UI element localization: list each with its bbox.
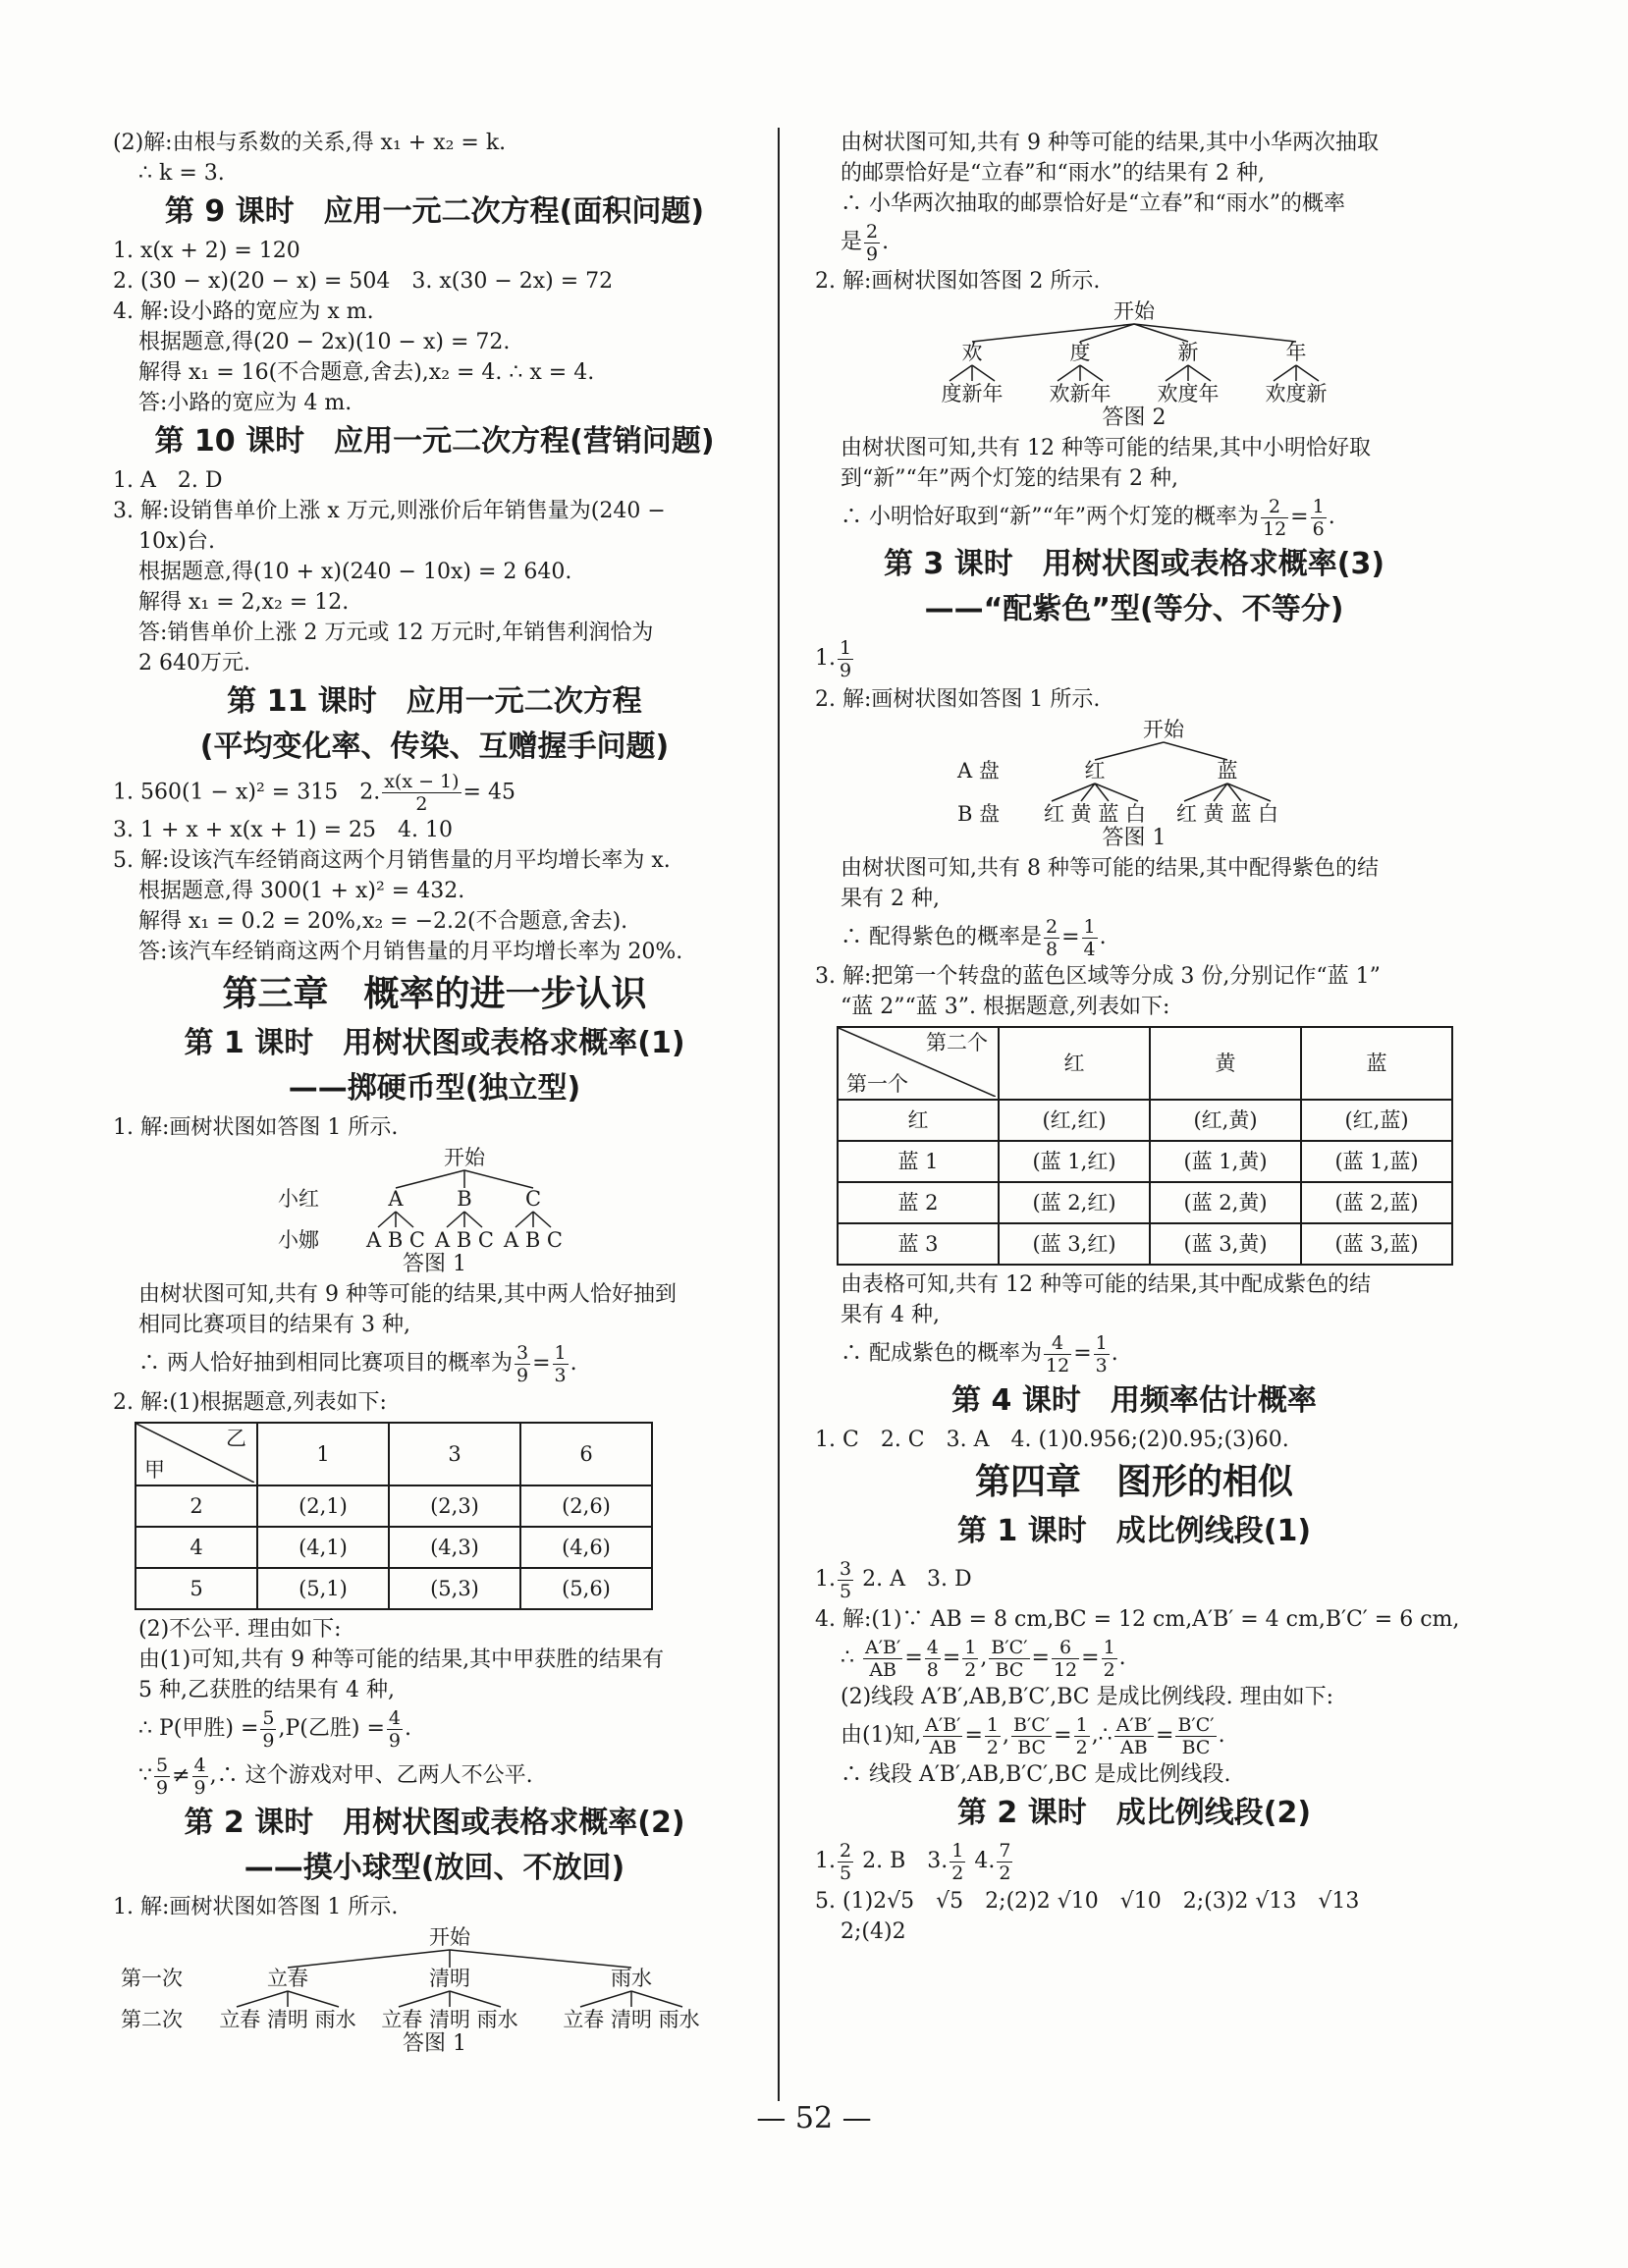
answer-text: 1. (815, 646, 836, 671)
lesson-subheading: ——摸小球型(放回、不放回) (244, 1851, 625, 1885)
answer-line: 由树状图可知,共有 9 种等可能的结果,其中小华两次抽取 (841, 131, 1379, 155)
table-cell: (4,3) (389, 1527, 520, 1568)
lesson-heading: 第 4 课时 用频率估计概率 (951, 1383, 1317, 1418)
fraction (1011, 1714, 1052, 1758)
numerator: 2 (840, 1839, 852, 1862)
answer-text: 4. (974, 1849, 996, 1873)
answer-text: ∴ (841, 1646, 854, 1670)
numerator: A′B′ (925, 1713, 961, 1736)
tree-level-label: 第一次 (120, 1967, 183, 1990)
column-header: 蓝 (1301, 1027, 1452, 1100)
tree-root: 开始 (443, 1146, 485, 1169)
tree-node: 新 (1177, 341, 1199, 364)
numerator: 1 (964, 1636, 977, 1658)
lesson-heading: 第 1 课时 成比例线段(1) (956, 1514, 1312, 1548)
answer-text: = 45 (462, 780, 516, 805)
table-row (136, 1527, 652, 1568)
table-row (838, 1223, 1452, 1265)
denominator: 6 (1312, 517, 1325, 540)
answer-line: 2. (30 − x)(20 − x) = 504 3. x(30 − 2x) = 72 (113, 269, 614, 294)
answer-line: 2. 解:画树状图如答图 1 所示. (815, 687, 1101, 712)
answer-line: 2. 解:画树状图如答图 2 所示. (815, 269, 1101, 294)
denominator: AB (929, 1736, 957, 1758)
fraction (1094, 1332, 1110, 1377)
table-row (136, 1568, 652, 1609)
fraction (1311, 496, 1327, 540)
tree-node: 红 (1084, 759, 1106, 783)
table-cell: (蓝 1,黄) (1150, 1141, 1301, 1182)
tree-node: 雨水 (610, 1967, 652, 1990)
table-row (838, 1100, 1452, 1141)
fraction (838, 637, 853, 681)
answer-text: ,P(乙胜) = (278, 1716, 385, 1741)
denominator: 3 (1095, 1354, 1108, 1377)
tree-level-label: 小娜 (277, 1228, 319, 1252)
denominator: 9 (193, 1776, 206, 1799)
answer-line: ∴ 线段 A′B′,AB,B′C′,BC 是成比例线段. (841, 1762, 1231, 1787)
numerator: 1 (951, 1839, 964, 1862)
answer-text: ∵ (138, 1763, 152, 1788)
tree-diagram (928, 717, 1340, 827)
lesson-heading: 第 11 课时 应用一元二次方程 (227, 684, 642, 719)
numerator: 4 (388, 1706, 401, 1729)
table-cell: (红,黄) (1150, 1100, 1301, 1141)
denominator: 12 (1053, 1658, 1078, 1681)
answer-line: 由(1)可知,共有 9 种等可能的结果,其中甲获胜的结果有 (138, 1647, 665, 1672)
table-cell: (蓝 2,黄) (1150, 1182, 1301, 1223)
table-corner (136, 1423, 257, 1485)
fraction (382, 771, 461, 815)
fraction (154, 1755, 170, 1799)
fraction (838, 1558, 853, 1602)
answer-line: (2)不公平. 理由如下: (138, 1617, 342, 1642)
fraction (387, 1707, 403, 1752)
denominator: 2 (1075, 1736, 1088, 1758)
tree-leaves: 立春 清明 雨水 (380, 2008, 518, 2031)
denominator: 2 (415, 793, 428, 815)
tree-leaves: 立春 清明 雨水 (562, 2008, 700, 2031)
tree-leaves: 红 黄 蓝 白 (1175, 802, 1279, 826)
denominator: 5 (840, 1862, 852, 1884)
denominator: BC (995, 1658, 1024, 1681)
answer-text: 1. (815, 1849, 836, 1873)
tree-level-label: B 盘 (957, 802, 1001, 826)
answer-text: ∴ P(甲胜) = (138, 1716, 259, 1741)
numerator: 4 (193, 1754, 206, 1776)
numerator: 1 (554, 1341, 567, 1364)
numerator: 1 (1075, 1713, 1088, 1736)
tree-leaves: 欢度年 (1157, 382, 1220, 405)
answer-line: ∴ 两人恰好抽到相同比赛项目的概率为 $\frac{3}{9}$ = $\frac{1}{3}$ . (138, 1341, 577, 1386)
answer-line: 2;(4)2 (841, 1919, 906, 1944)
answer-line: 解得 x₁ = 2,x₂ = 12. (138, 590, 350, 615)
fraction (923, 1714, 962, 1758)
fraction (950, 1840, 965, 1884)
fraction (515, 1342, 530, 1386)
tree-node: 立春 (266, 1967, 308, 1990)
answer-line (113, 1753, 756, 1800)
denominator: 9 (840, 659, 852, 681)
numerator: B′C′ (1177, 1713, 1215, 1736)
chapter-heading: 第四章 图形的相似 (974, 1462, 1293, 1502)
numerator: 1 (1312, 495, 1325, 517)
lesson-heading: 第 10 课时 应用一元二次方程(营销问题) (154, 424, 715, 459)
lesson-heading: 第 2 课时 成比例线段(2) (956, 1796, 1312, 1830)
denominator: 12 (1046, 1354, 1070, 1377)
answer-line (815, 633, 1453, 684)
numerator: B′C′ (1013, 1713, 1051, 1736)
fraction (1261, 496, 1288, 540)
table-row (136, 1485, 652, 1527)
denominator: 9 (262, 1729, 275, 1752)
lesson-heading: 第 1 课时 用树状图或表格求概率(1) (184, 1026, 685, 1060)
tree-level-label: 小红 (277, 1187, 319, 1211)
fraction (838, 1840, 853, 1884)
fraction (925, 1637, 941, 1681)
answer-text: ∴ 小明恰好取到“新”“年”两个灯笼的概率为 (841, 505, 1259, 529)
tree-node: 蓝 (1217, 759, 1238, 783)
answer-line (815, 1555, 1453, 1604)
numerator: 5 (156, 1754, 169, 1776)
figure-caption: 答图 2 (1102, 405, 1167, 430)
figure-caption: 答图 1 (1102, 826, 1167, 850)
answer-line: 由树状图可知,共有 9 种等可能的结果,其中两人恰好抽到 (138, 1282, 677, 1307)
numerator: 4 (926, 1636, 939, 1658)
answer-line: 2. 解:(1)根据题意,列表如下: (113, 1390, 387, 1415)
answer-line: 的邮票恰好是“立春”和“雨水”的结果有 2 种, (841, 161, 1265, 186)
answer-line: 1. A 2. D (113, 468, 223, 493)
answer-line: ∴ P(甲胜) = $\frac{5}{9}$ ,P(乙胜) = $\frac{4}{9}$ . (138, 1706, 411, 1752)
denominator: 9 (866, 243, 879, 265)
table-cell: (4,6) (520, 1527, 652, 1568)
column-divider (778, 128, 780, 2101)
column-header: 黄 (1150, 1027, 1301, 1100)
denominator: 4 (1083, 938, 1096, 960)
numerator: 2 (1261, 496, 1288, 518)
corner-bottom-label: 第一个 (846, 1072, 908, 1096)
tree-node: B (456, 1187, 472, 1211)
table-cell: (5,3) (389, 1568, 520, 1609)
answer-line: 根据题意,得(20 − 2x)(10 − x) = 72. (138, 330, 511, 354)
answer-line: 根据题意,得(10 + x)(240 − 10x) = 2 640. (138, 560, 572, 584)
answer-text: 是 (841, 230, 863, 254)
fraction (985, 1714, 1001, 1758)
fraction (863, 1637, 902, 1681)
denominator: BC (1181, 1736, 1211, 1758)
answer-text: 1. (815, 1567, 836, 1592)
tree-root: 开始 (1113, 299, 1155, 323)
numerator: 1 (1095, 1331, 1108, 1354)
fraction (1175, 1714, 1216, 1758)
answer-line: 3. 解:把第一个转盘的蓝色区域等分成 3 份,分别记作“蓝 1” (815, 964, 1381, 989)
answer-line: 4. 解:设小路的宽应为 x m. (113, 299, 374, 324)
answer-line: 由树状图可知,共有 12 种等可能的结果,其中小明恰好取 (841, 436, 1371, 460)
answer-line (113, 771, 756, 815)
answer-line: 答:小路的宽应为 4 m. (138, 391, 353, 415)
denominator: AB (869, 1658, 896, 1681)
figure-caption: 答图 1 (403, 2031, 466, 2056)
denominator: 2 (1103, 1658, 1115, 1681)
numerator: 1 (840, 636, 852, 659)
row-header: 红 (838, 1100, 999, 1141)
tree-leaves: 立春 清明 雨水 (218, 2008, 356, 2031)
answer-text: 由(1)知, (841, 1723, 922, 1748)
table-corner (838, 1027, 999, 1100)
right-column (815, 128, 1460, 1947)
numerator: 2 (1046, 915, 1058, 938)
answer-text: ∴ 配得紫色的概率是 (841, 925, 1042, 949)
left-column (113, 128, 756, 2059)
tree-root: 开始 (428, 1925, 470, 1949)
denominator: 3 (554, 1364, 567, 1386)
outcome-table (837, 1026, 1453, 1266)
fraction (989, 1637, 1029, 1681)
answer-line: 果有 4 种, (841, 1303, 940, 1327)
lesson-heading: 第 3 课时 用树状图或表格求概率(3) (883, 547, 1385, 581)
fraction (997, 1840, 1012, 1884)
row-header: 2 (136, 1485, 257, 1527)
table-cell: (蓝 3,蓝) (1301, 1223, 1452, 1265)
answer-line: 是 $\frac{2}{9}$ . (841, 220, 890, 265)
numerator: 2 (866, 220, 879, 243)
answer-line: 3. 1 + x + x(x + 1) = 25 4. 10 (113, 818, 454, 842)
row-header: 4 (136, 1527, 257, 1568)
answer-text: ,∴ (1091, 1723, 1112, 1748)
fraction (1102, 1637, 1117, 1681)
answer-line: (2)线段 A′B′,AB,B′C′,BC 是成比例线段. 理由如下: (841, 1685, 1334, 1709)
answer-line (815, 1837, 1453, 1886)
answer-line: 由树状图可知,共有 8 种等可能的结果,其中配得紫色的结 (841, 856, 1379, 881)
page-number: — 52 — (756, 2101, 872, 2135)
answer-line: 果有 2 种, (841, 887, 940, 911)
tree-level-label: 第二次 (120, 2008, 183, 2031)
table-cell: (蓝 2,蓝) (1301, 1182, 1452, 1223)
lesson-subheading: (平均变化率、传染、互赠握手问题) (199, 729, 670, 764)
answer-text: ,∴ 这个游戏对甲、乙两人不公平. (209, 1763, 533, 1788)
fraction (1044, 916, 1059, 960)
answer-line: 2 640万元. (138, 651, 250, 675)
answer-line: ∴ k = 3. (138, 161, 225, 186)
row-header: 蓝 3 (838, 1223, 999, 1265)
tree-diagram (258, 1145, 612, 1253)
tree-leaves: 欢度新 (1265, 382, 1328, 405)
answer-line: 解得 x₁ = 0.2 = 20%,x₂ = −2.2(不合题意,舍去). (138, 909, 628, 934)
fraction (1044, 1332, 1071, 1377)
fraction (192, 1755, 208, 1799)
answer-line: 1. C 2. C 3. A 4. (1)0.956;(2)0.95;(3)60. (815, 1428, 1289, 1452)
table-cell: (蓝 2,红) (999, 1182, 1150, 1223)
column-header: 3 (389, 1423, 520, 1485)
table-cell: (2,1) (257, 1485, 389, 1527)
answer-line: 1. 解:画树状图如答图 1 所示. (113, 1115, 399, 1140)
table-row (838, 1182, 1452, 1223)
answer-text: ≠ (172, 1763, 190, 1788)
tree-level-label: A 盘 (957, 759, 1000, 783)
tree-node: 度 (1069, 341, 1091, 364)
column-header: 1 (257, 1423, 389, 1485)
answer-line: 答:销售单价上涨 2 万元或 12 万元时,年销售利润恰为 (138, 621, 654, 645)
answer-line: 5 种,乙获胜的结果有 4 种, (138, 1678, 395, 1702)
answer-line: “蓝 2”“蓝 3”. 根据题意,列表如下: (841, 995, 1170, 1019)
answer-line: 1. 解:画树状图如答图 1 所示. (113, 1895, 399, 1919)
answer-line: ∴ $\frac{A'B'}{AB}$ = $\frac{4}{8}$ = $\frac{1}{2}$ , $\frac{B'C'}{BC}$ = $\frac{6}{12}$ = $\frac{1}{2}$ . (841, 1636, 1126, 1681)
denominator: 8 (926, 1658, 939, 1681)
answer-line: (2)解:由根与系数的关系,得 x₁ + x₂ = k. (113, 131, 507, 155)
answer-text: 2. A 3. D (862, 1567, 972, 1592)
answer-line: 解得 x₁ = 16(不合题意,舍去),x₂ = 4. ∴ x = 4. (138, 360, 595, 385)
denominator: 2 (999, 1862, 1011, 1884)
table-cell: (蓝 3,黄) (1150, 1223, 1301, 1265)
denominator: 12 (1262, 517, 1287, 540)
fraction (260, 1707, 276, 1752)
answer-line: ∴ 小明恰好取到“新”“年”两个灯笼的概率为 $\frac{2}{12}$ = $\frac{1}{6}$ . (841, 495, 1335, 540)
tree-node: 欢 (961, 341, 983, 364)
denominator: BC (1017, 1736, 1047, 1758)
denominator: AB (1120, 1736, 1148, 1758)
corner-bottom-label: 甲 (144, 1458, 165, 1482)
answer-line: ∴ 配成紫色的概率为 $\frac{4}{12}$ = $\frac{1}{3}$ . (841, 1331, 1118, 1377)
numerator: 3 (516, 1341, 529, 1364)
numerator: x(x − 1) (384, 771, 460, 792)
lesson-subheading: ——掷硬币型(独立型) (288, 1071, 581, 1106)
column-header: 6 (520, 1423, 652, 1485)
table-cell: (蓝 1,红) (999, 1141, 1150, 1182)
fraction (1114, 1714, 1154, 1758)
answer-line: 5. (1)2√5 √5 2;(2)2 √10 √10 2;(3)2 √13 √13 (815, 1889, 1360, 1914)
corner-top-label: 乙 (226, 1427, 246, 1450)
answer-line: 4. 解:(1)∵ AB = 8 cm,BC = 12 cm,A′B′ = 4 cm,B′C′ = 6 cm, (815, 1607, 1460, 1632)
row-header: 5 (136, 1568, 257, 1609)
table-row (838, 1141, 1452, 1182)
outcome-table (135, 1422, 653, 1610)
tree-leaves: A B C (503, 1228, 563, 1252)
numerator: 5 (262, 1706, 275, 1729)
tree-leaves: 红 黄 蓝 白 (1043, 802, 1147, 826)
figure-caption: 答图 1 (403, 1252, 466, 1276)
lesson-heading: 第 2 课时 用树状图或表格求概率(2) (184, 1806, 685, 1840)
tree-node: 清明 (428, 1967, 470, 1990)
table-cell: (5,1) (257, 1568, 389, 1609)
tree-leaves: 度新年 (941, 382, 1004, 405)
denominator: 5 (840, 1580, 852, 1602)
tree-node: A (387, 1187, 404, 1211)
answer-line: 10x)台. (138, 529, 215, 554)
denominator: 2 (951, 1862, 964, 1884)
numerator: A′B′ (865, 1636, 901, 1658)
numerator: 1 (986, 1713, 1000, 1736)
answer-text: 1. 560(1 − x)² = 315 2. (113, 780, 381, 805)
table-cell: (蓝 3,红) (999, 1223, 1150, 1265)
numerator: A′B′ (1115, 1713, 1152, 1736)
tree-node: C (524, 1187, 541, 1211)
denominator: 9 (156, 1776, 169, 1799)
table-cell: (蓝 1,蓝) (1301, 1141, 1452, 1182)
denominator: 9 (388, 1729, 401, 1752)
answer-line: 1. x(x + 2) = 120 (113, 239, 300, 263)
row-header: 蓝 1 (838, 1141, 999, 1182)
table-cell: (2,6) (520, 1485, 652, 1527)
denominator: 2 (986, 1736, 1000, 1758)
numerator: 1 (1103, 1636, 1115, 1658)
table-cell: (4,1) (257, 1527, 389, 1568)
answer-line: 3. 解:设销售单价上涨 x 万元,则涨价后年销售量为(240 − (113, 499, 666, 523)
denominator: 2 (964, 1658, 977, 1681)
lesson-heading: 第 9 课时 应用一元二次方程(面积问题) (164, 194, 705, 229)
tree-diagram (121, 1924, 749, 2032)
answer-line: 答:该汽车经销商这两个月销售量的月平均增长率为 20%. (138, 940, 683, 964)
tree-leaves: A B C (365, 1228, 425, 1252)
fraction (1074, 1714, 1090, 1758)
corner-top-label: 第二个 (926, 1031, 988, 1054)
answer-line: 由(1)知, $\frac{A'B'}{AB}$ = $\frac{1}{2}$ , $\frac{B'C'}{BC}$ = $\frac{1}{2}$ ,∴ $\frac{A'B'}{AB}$ = $\frac{B'C'}{BC}$ . (841, 1713, 1225, 1758)
denominator: 8 (1046, 938, 1058, 960)
table-cell: (2,3) (389, 1485, 520, 1527)
lesson-subheading: ——“配紫色”型(等分、不等分) (924, 592, 1344, 626)
tree-leaves: 欢新年 (1049, 382, 1112, 405)
fraction (1052, 1637, 1079, 1681)
table-cell: (5,6) (520, 1568, 652, 1609)
fraction (962, 1637, 978, 1681)
numerator: 1 (1083, 915, 1096, 938)
numerator: 3 (840, 1557, 852, 1580)
answer-line: ∴ 配得紫色的概率是 $\frac{2}{8}$ = $\frac{1}{4}$ . (841, 915, 1107, 960)
answer-line: 相同比赛项目的结果有 3 种, (138, 1313, 410, 1337)
numerator: 4 (1044, 1332, 1071, 1355)
tree-leaves: A B C (434, 1228, 494, 1252)
answer-line: 到“新”“年”两个灯笼的结果有 2 种, (841, 466, 1178, 491)
answer-line: 根据题意,得 300(1 + x)² = 432. (138, 879, 465, 903)
numerator: 6 (1052, 1637, 1079, 1659)
denominator: 9 (516, 1364, 529, 1386)
fraction (1082, 916, 1098, 960)
answer-line: ∴ 小华两次抽取的邮票恰好是“立春”和“雨水”的概率 (841, 191, 1345, 216)
column-header: 红 (999, 1027, 1150, 1100)
table-cell: (红,蓝) (1301, 1100, 1452, 1141)
row-header: 蓝 2 (838, 1182, 999, 1223)
numerator: B′C′ (991, 1636, 1028, 1658)
table-cell: (红,红) (999, 1100, 1150, 1141)
answer-text: ∴ 配成紫色的概率为 (841, 1341, 1042, 1366)
answer-line: 5. 解:设该汽车经销商这两个月销售量的月平均增长率为 x. (113, 848, 671, 873)
tree-root: 开始 (1143, 718, 1184, 741)
fraction (553, 1342, 569, 1386)
fraction (864, 221, 880, 265)
answer-line: 由表格可知,共有 12 种等可能的结果,其中配成紫色的结 (841, 1272, 1371, 1297)
answer-text: ∴ 两人恰好抽到相同比赛项目的概率为 (138, 1351, 513, 1376)
numerator: 7 (999, 1839, 1011, 1862)
tree-diagram (928, 298, 1340, 406)
tree-node: 年 (1285, 341, 1307, 364)
answer-text: 2. B 3. (862, 1849, 949, 1873)
chapter-heading: 第三章 概率的进一步认识 (222, 974, 647, 1014)
